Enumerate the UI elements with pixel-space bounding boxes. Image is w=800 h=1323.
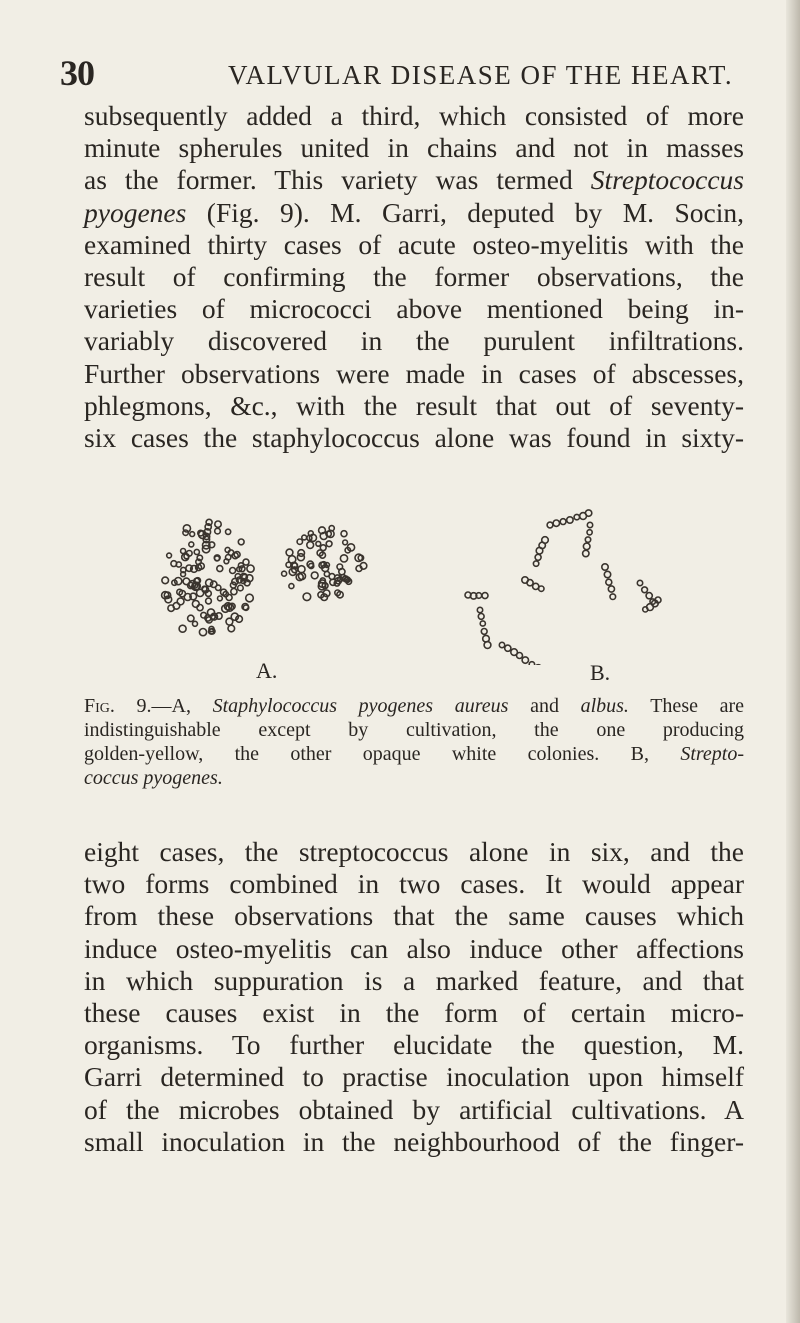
text-line: pyogenes (Fig. 9). M. Garri, deputed by M. Socin,	[84, 196, 745, 228]
text-line: from these observations that the same causes which	[84, 900, 744, 932]
coccus	[326, 541, 332, 547]
coccus	[604, 571, 610, 577]
text-line: these causes exist in the form of certain micro-	[84, 997, 744, 1029]
coccus	[302, 535, 307, 540]
text-line: six cases the staphylococcus alone was found in sixty-	[84, 422, 744, 454]
text-line: Garri determined to practise inoculation upon himself	[84, 1061, 744, 1093]
coccus	[583, 543, 590, 550]
text-line: phlegmons, &c., with the result that out of seventy-	[84, 389, 744, 421]
coccus	[179, 625, 186, 632]
micrococci-illustration	[150, 505, 670, 665]
coccus	[297, 539, 302, 544]
coccus	[181, 572, 186, 577]
coccus	[522, 657, 528, 663]
text-line: of the microbes obtained by artificial cultivations. A	[84, 1093, 744, 1125]
coccus	[286, 549, 293, 556]
coccus	[536, 547, 543, 554]
text-line: as the former. This variety was termed Streptococcus	[84, 164, 744, 196]
coccus	[289, 584, 294, 589]
coccus	[533, 561, 538, 566]
text-line: small inoculation in the neighbourhood of the finger-	[84, 1125, 744, 1157]
coccus	[189, 542, 194, 547]
coccus	[482, 593, 488, 599]
caption-line: golden-yellow, the other opaque white colonies. B, Strepto-	[84, 743, 745, 765]
coccus	[547, 522, 553, 528]
coccus	[324, 571, 329, 576]
running-title: VALVULAR DISEASE OF THE HEART.	[228, 60, 734, 90]
coccus	[230, 568, 236, 574]
coccus	[193, 621, 198, 626]
coccus	[217, 566, 223, 572]
text-line: eight cases, the streptococcus alone in six, and the	[84, 836, 744, 867]
coccus	[162, 577, 169, 584]
coccus	[282, 571, 287, 576]
coccus	[225, 547, 230, 552]
text-line: Further observations were made in cases of abscesses,	[84, 357, 744, 389]
paragraph-bottom	[84, 836, 744, 1158]
coccus	[606, 579, 612, 585]
coccus	[194, 549, 199, 554]
caption-line: Fig. 9.—A, Staphylococcus pyogenes aureus and albus. These are	[84, 695, 745, 717]
coccus	[167, 553, 172, 558]
coccus	[560, 519, 566, 525]
coccus	[529, 662, 534, 665]
text-line: examined thirty cases of acute osteo-myelitis with the	[84, 228, 744, 260]
staphylococcus-cluster-1	[162, 519, 255, 635]
coccus	[197, 605, 203, 611]
coccus	[181, 549, 186, 554]
staphylococcus-cluster-2	[282, 526, 367, 601]
coccus	[210, 615, 215, 620]
figure-9	[150, 505, 670, 690]
coccus	[228, 625, 235, 632]
coccus	[231, 589, 237, 595]
coccus	[246, 594, 254, 602]
coccus	[478, 614, 484, 620]
coccus	[602, 564, 608, 570]
coccus	[298, 566, 305, 573]
coccus	[646, 593, 652, 599]
coccus	[215, 528, 221, 534]
coccus	[215, 521, 221, 527]
text-line: minute spherules united in chains and not in masses	[84, 132, 744, 164]
coccus	[587, 522, 592, 527]
coccus	[226, 529, 231, 534]
coccus	[192, 601, 199, 608]
coccus	[637, 580, 642, 585]
figure-caption	[84, 694, 744, 790]
coccus	[199, 629, 206, 636]
coccus	[585, 510, 591, 516]
coccus	[238, 585, 244, 591]
coccus	[320, 545, 326, 551]
paragraph-top	[84, 100, 744, 454]
coccus	[303, 593, 311, 601]
running-head	[60, 52, 760, 92]
coccus	[553, 520, 559, 526]
text-line: organisms. To further elucidate the question, M.	[84, 1029, 744, 1061]
coccus	[309, 563, 314, 568]
coccus	[585, 537, 590, 542]
figure-label-a: A.	[256, 658, 278, 683]
streptococcus-chains	[465, 510, 661, 665]
coccus	[238, 539, 244, 545]
coccus	[190, 532, 195, 537]
coccus	[567, 517, 573, 523]
text-line: subsequently added a third, which consisted of more	[84, 100, 744, 131]
coccus	[574, 514, 579, 519]
coccus	[587, 530, 592, 535]
text-line: variably discovered in the purulent infiltrations.	[84, 325, 744, 357]
coccus	[477, 607, 482, 612]
coccus	[188, 615, 194, 621]
text-line: two forms combined in two cases. It would appear	[84, 868, 744, 900]
coccus	[307, 542, 314, 549]
caption-line: coccus pyogenes.	[84, 767, 223, 789]
text-line: induce osteo-myelitis can also induce other affections	[84, 932, 744, 964]
coccus	[484, 642, 491, 649]
coccus	[481, 629, 487, 635]
coccus	[643, 607, 648, 612]
coccus	[517, 653, 523, 659]
figure-reference: Fig. 9.	[84, 695, 152, 717]
coccus	[226, 595, 232, 601]
page-edge	[786, 0, 800, 1323]
coccus	[247, 565, 254, 572]
coccus	[499, 642, 504, 647]
coccus	[177, 598, 184, 605]
coccus	[340, 555, 347, 562]
coccus	[216, 585, 221, 590]
coccus	[218, 596, 223, 601]
coccus	[608, 586, 614, 592]
figure-label-b: B.	[590, 660, 611, 685]
species-name: Streptococcus	[590, 164, 744, 196]
coccus	[505, 645, 511, 651]
coccus	[206, 598, 212, 604]
coccus	[583, 550, 589, 556]
coccus	[202, 586, 207, 591]
text-line: varieties of micrococci above mentioned being in-	[84, 293, 744, 325]
caption-line: indistinguishable except by cultivation, the one producing	[84, 719, 744, 741]
coccus	[341, 531, 347, 537]
species-name: pyogenes	[84, 196, 187, 228]
coccus	[610, 594, 616, 600]
coccus	[480, 621, 485, 626]
coccus	[642, 587, 648, 593]
coccus	[343, 540, 348, 545]
coccus	[539, 586, 544, 591]
coccus	[297, 554, 304, 561]
coccus	[535, 554, 541, 560]
page-number: 30	[60, 53, 94, 93]
text-line: in which suppuration is a marked feature, and that	[84, 964, 744, 996]
coccus	[311, 572, 318, 579]
coccus	[286, 562, 291, 567]
coccus	[316, 541, 321, 546]
text-line: result of confirming the former observations, the	[84, 261, 744, 293]
